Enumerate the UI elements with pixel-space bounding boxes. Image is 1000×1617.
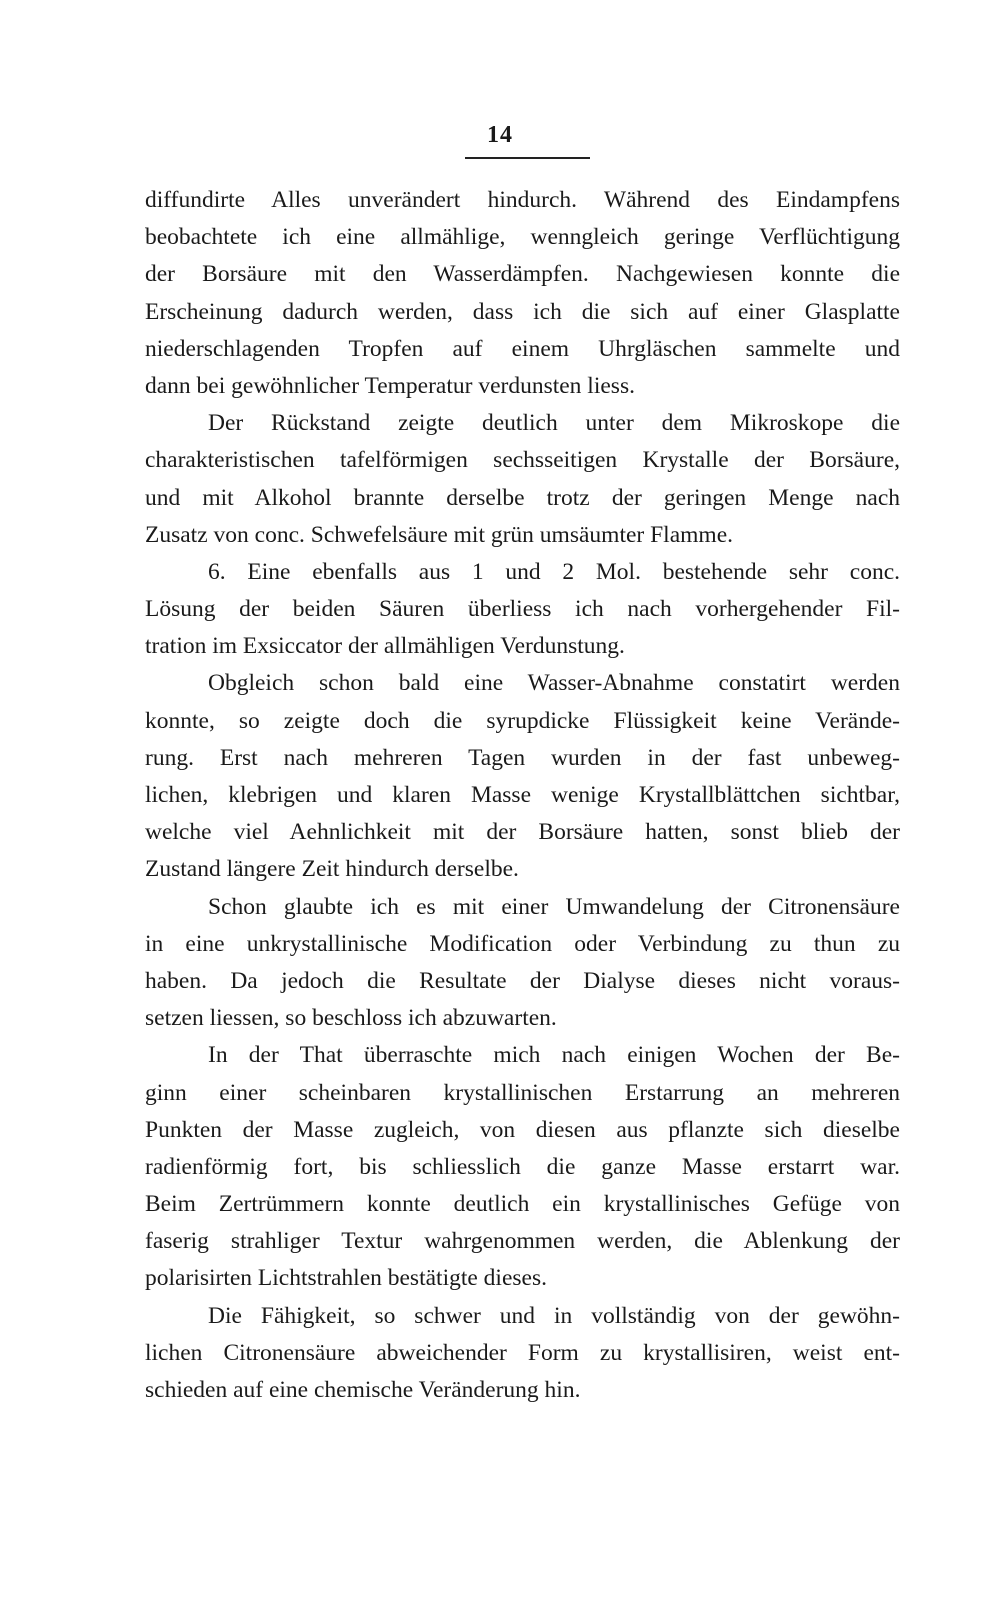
text-line: in eine unkrystallinische Modification oder Verbindung zu thun zu bbox=[145, 930, 900, 957]
text-line: rung. Erst nach mehreren Tagen wurden in der fast unbeweg- bbox=[145, 744, 900, 771]
text-line: ginn einer scheinbaren krystallinischen Erstarrung an mehreren bbox=[145, 1079, 900, 1106]
text-line: Beim Zertrümmern konnte deutlich ein krystallinisches Gefüge von bbox=[145, 1191, 900, 1218]
text-line: In der That überraschte mich nach einigen Wochen der Be- bbox=[208, 1042, 900, 1069]
text-line: Schon glaubte ich es mit einer Umwandelung der Citronensäure bbox=[208, 893, 900, 920]
text-line: lichen Citronensäure abweichender Form zu krystallisiren, weist ent- bbox=[145, 1339, 900, 1366]
text-line: Erscheinung dadurch werden, dass ich die sich auf einer Glasplatte bbox=[145, 298, 900, 325]
text-line: charakteristischen tafelförmigen sechsseitigen Krystalle der Borsäure, bbox=[145, 447, 900, 474]
text-line: faserig strahliger Textur wahrgenommen werden, die Ablenkung der bbox=[145, 1228, 900, 1255]
text-line: schieden auf eine chemische Veränderung hin. bbox=[145, 1377, 581, 1403]
text-line: niederschlagenden Tropfen auf einem Uhrgläschen sammelte und bbox=[145, 335, 900, 362]
text-line: konnte, so zeigte doch die syrupdicke Flüssigkeit keine Verände- bbox=[145, 707, 900, 734]
text-line: Lösung der beiden Säuren überliess ich nach vorhergehender Fil- bbox=[145, 596, 900, 623]
text-line: lichen, klebrigen und klaren Masse wenige Krystallblättchen sichtbar, bbox=[145, 782, 900, 808]
text-line: Zusatz von conc. Schwefelsäure mit grün umsäumter Flamme. bbox=[145, 521, 733, 548]
text-line: 6. Eine ebenfalls aus 1 und 2 Mol. bestehende sehr conc. bbox=[208, 558, 900, 585]
text-line: Der Rückstand zeigte deutlich unter dem Mikroskope die bbox=[208, 410, 900, 437]
text-line: Die Fähigkeit, so schwer und in vollständig von der gewöhn- bbox=[208, 1302, 900, 1329]
text-line: dann bei gewöhnlicher Temperatur verdunsten liess. bbox=[145, 372, 635, 399]
text-line: polarisirten Lichtstrahlen bestätigte dieses. bbox=[145, 1265, 547, 1292]
text-line: und mit Alkohol brannte derselbe trotz der geringen Menge nach bbox=[145, 484, 900, 511]
text-line: beobachtete ich eine allmählige, wenngleich geringe Verflüchtigung bbox=[145, 224, 900, 251]
text-line: Zustand längere Zeit hindurch derselbe. bbox=[145, 856, 519, 883]
text-line: haben. Da jedoch die Resultate der Dialyse dieses nicht voraus- bbox=[145, 967, 900, 994]
text-line: Obgleich schon bald eine Wasser-Abnahme constatirt werden bbox=[208, 670, 900, 697]
text-line: welche viel Aehnlichkeit mit der Borsäure hatten, sonst blieb der bbox=[145, 819, 900, 846]
text-line: diffundirte Alles unverändert hindurch. Während des Eindampfens bbox=[145, 187, 900, 213]
page-number: 14 bbox=[487, 122, 513, 148]
text-line: radienförmig fort, bis schliesslich die ganze Masse erstarrt war. bbox=[145, 1153, 900, 1180]
body-text bbox=[145, 182, 900, 1409]
text-line: Punkten der Masse zugleich, von diesen aus pflanzte sich dieselbe bbox=[145, 1116, 900, 1143]
text-line: der Borsäure mit den Wasserdämpfen. Nachgewiesen konnte die bbox=[145, 261, 900, 288]
text-line: setzen liessen, so beschloss ich abzuwarten. bbox=[145, 1005, 557, 1032]
text-line: tration im Exsiccator der allmähligen Verdunstung. bbox=[145, 633, 625, 660]
page-number-rule bbox=[465, 157, 590, 159]
